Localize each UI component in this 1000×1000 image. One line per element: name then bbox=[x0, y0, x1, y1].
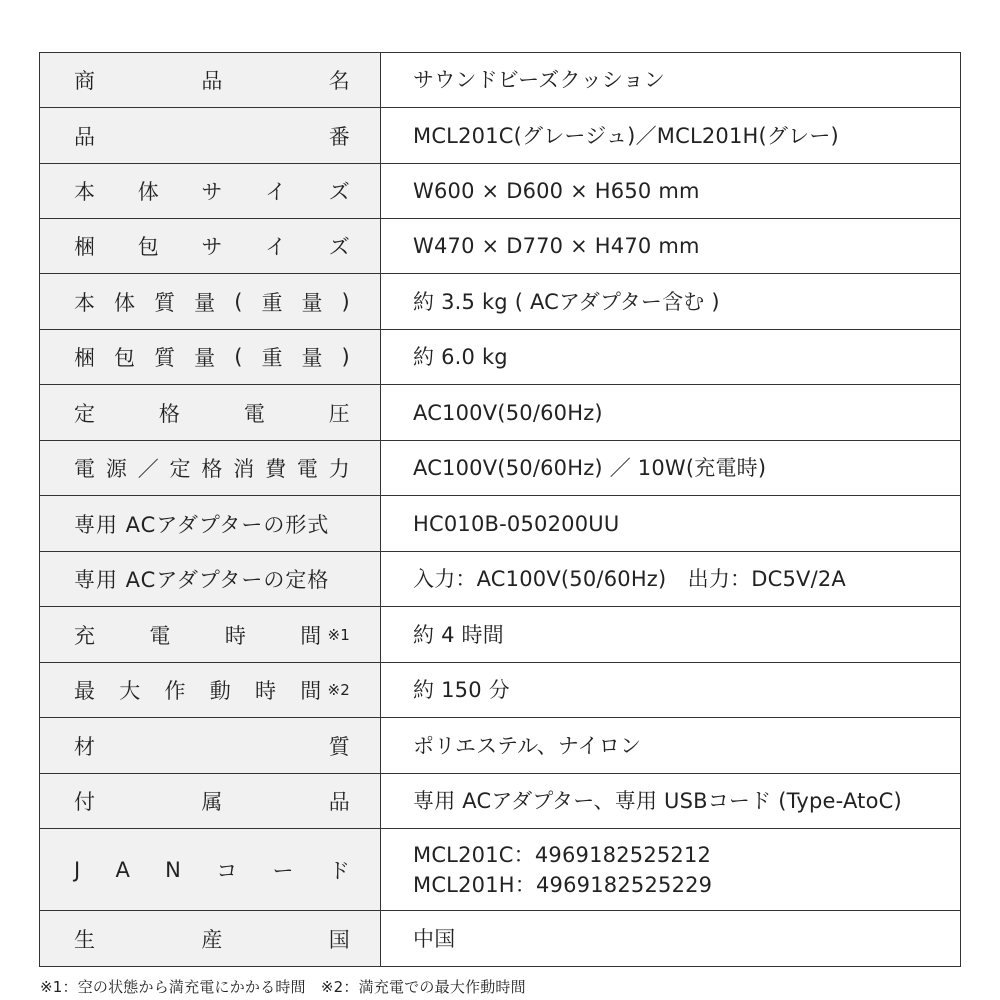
spec-table bbox=[39, 52, 961, 967]
spec-label-cell bbox=[40, 108, 381, 164]
spec-label-cell bbox=[40, 53, 381, 108]
spec-value-cell bbox=[381, 911, 961, 967]
spec-value-cell bbox=[381, 496, 961, 552]
spec-label: 梱 包 質 量 ( 重 量 ) bbox=[74, 345, 350, 370]
spec-label: 品 番 bbox=[74, 124, 350, 149]
spec-row bbox=[40, 552, 961, 607]
spec-value-cell bbox=[381, 53, 961, 108]
spec-row bbox=[40, 330, 961, 385]
spec-value: 約 150 分 bbox=[413, 678, 510, 702]
spec-label-cell bbox=[40, 774, 381, 829]
spec-value: W470 × D770 × H470 mm bbox=[413, 234, 700, 258]
spec-label: 梱 包 サ イ ズ bbox=[74, 235, 350, 259]
spec-label: 付 属 品 bbox=[74, 790, 350, 814]
spec-value: 中国 bbox=[413, 926, 456, 951]
spec-value-cell bbox=[381, 441, 961, 496]
spec-label: 商 品 名 bbox=[74, 69, 350, 93]
spec-value: 入力：AC100V(50/60Hz) 出力：DC5V/2A bbox=[413, 567, 846, 591]
spec-value: MCL201H：4969182525229 bbox=[413, 872, 713, 897]
spec-value-cell bbox=[381, 108, 961, 164]
spec-label-cell bbox=[40, 552, 381, 607]
spec-label-cell bbox=[40, 663, 381, 718]
spec-row bbox=[40, 774, 961, 829]
spec-value-cell bbox=[381, 552, 961, 607]
spec-label-cell bbox=[40, 718, 381, 774]
spec-label-cell bbox=[40, 441, 381, 496]
spec-value-cell bbox=[381, 774, 961, 829]
spec-label-cell bbox=[40, 330, 381, 385]
spec-label: 材 質 bbox=[74, 734, 350, 759]
spec-value-cell bbox=[381, 385, 961, 441]
spec-row bbox=[40, 829, 961, 911]
spec-value-cell bbox=[381, 274, 961, 330]
spec-row bbox=[40, 441, 961, 496]
spec-value: サウンドビーズクッション bbox=[413, 68, 666, 92]
spec-value: AC100V(50/60Hz) ／ 10W(充電時) bbox=[413, 456, 767, 480]
spec-label: 定 格 電 圧 bbox=[74, 401, 350, 426]
spec-label-cell bbox=[40, 829, 381, 911]
spec-value: W600 × D600 × H650 mm bbox=[413, 179, 700, 203]
spec-label: 本 体 サ イ ズ bbox=[74, 180, 350, 204]
spec-value: MCL201C：4969182525212 bbox=[413, 842, 712, 867]
spec-label: 専用 ACアダプターの定格 bbox=[74, 568, 330, 592]
spec-table-body bbox=[40, 53, 961, 967]
footnote: ※1：空の状態から満充電にかかる時間 ※2：満充電での最大作動時間 bbox=[40, 978, 526, 996]
spec-label-note: ※1 bbox=[327, 625, 350, 644]
spec-label: 専用 ACアダプターの形式 bbox=[74, 512, 330, 537]
spec-value-cell bbox=[381, 663, 961, 718]
spec-row bbox=[40, 274, 961, 330]
spec-row bbox=[40, 219, 961, 274]
spec-row bbox=[40, 385, 961, 441]
spec-value: 約 6.0 kg bbox=[413, 345, 508, 369]
spec-row bbox=[40, 911, 961, 967]
spec-row bbox=[40, 164, 961, 219]
spec-label: 生 産 国 bbox=[74, 927, 350, 952]
spec-row bbox=[40, 607, 961, 663]
spec-value: ポリエステル、ナイロン bbox=[413, 733, 642, 758]
spec-row bbox=[40, 53, 961, 108]
spec-label-cell bbox=[40, 219, 381, 274]
spec-label-note: ※2 bbox=[327, 681, 350, 699]
spec-row bbox=[40, 663, 961, 718]
spec-value-cell bbox=[381, 330, 961, 385]
spec-label: J A N コ ー ド bbox=[74, 857, 350, 883]
spec-label: 電 源 ／ 定 格 消 費 電 力 bbox=[74, 457, 350, 481]
spec-value: HC010B-050200UU bbox=[413, 511, 620, 536]
spec-value-cell bbox=[381, 718, 961, 774]
spec-row bbox=[40, 496, 961, 552]
spec-label-cell bbox=[40, 274, 381, 330]
spec-label: 最 大 作 動 時 間 bbox=[74, 679, 322, 703]
spec-value: MCL201C(グレージュ)／MCL201H(グレー) bbox=[413, 123, 839, 148]
spec-label-cell bbox=[40, 607, 381, 663]
spec-value-cell bbox=[381, 829, 961, 911]
spec-row bbox=[40, 718, 961, 774]
spec-value-cell bbox=[381, 164, 961, 219]
spec-value: 専用 ACアダプター、専用 USBコード (Type-AtoC) bbox=[413, 789, 902, 813]
spec-value: 約 3.5 kg ( ACアダプター含む ) bbox=[413, 289, 720, 314]
spec-label-cell bbox=[40, 911, 381, 967]
spec-label-cell bbox=[40, 496, 381, 552]
spec-value: AC100V(50/60Hz) bbox=[413, 400, 603, 425]
spec-value-cell bbox=[381, 219, 961, 274]
spec-label: 充 電 時 間 bbox=[74, 623, 322, 648]
spec-label: 本 体 質 量 ( 重 量 ) bbox=[74, 289, 350, 315]
spec-row bbox=[40, 108, 961, 164]
spec-value: 約 4 時間 bbox=[413, 622, 504, 647]
spec-label-cell bbox=[40, 385, 381, 441]
spec-value-cell bbox=[381, 607, 961, 663]
spec-label-cell bbox=[40, 164, 381, 219]
